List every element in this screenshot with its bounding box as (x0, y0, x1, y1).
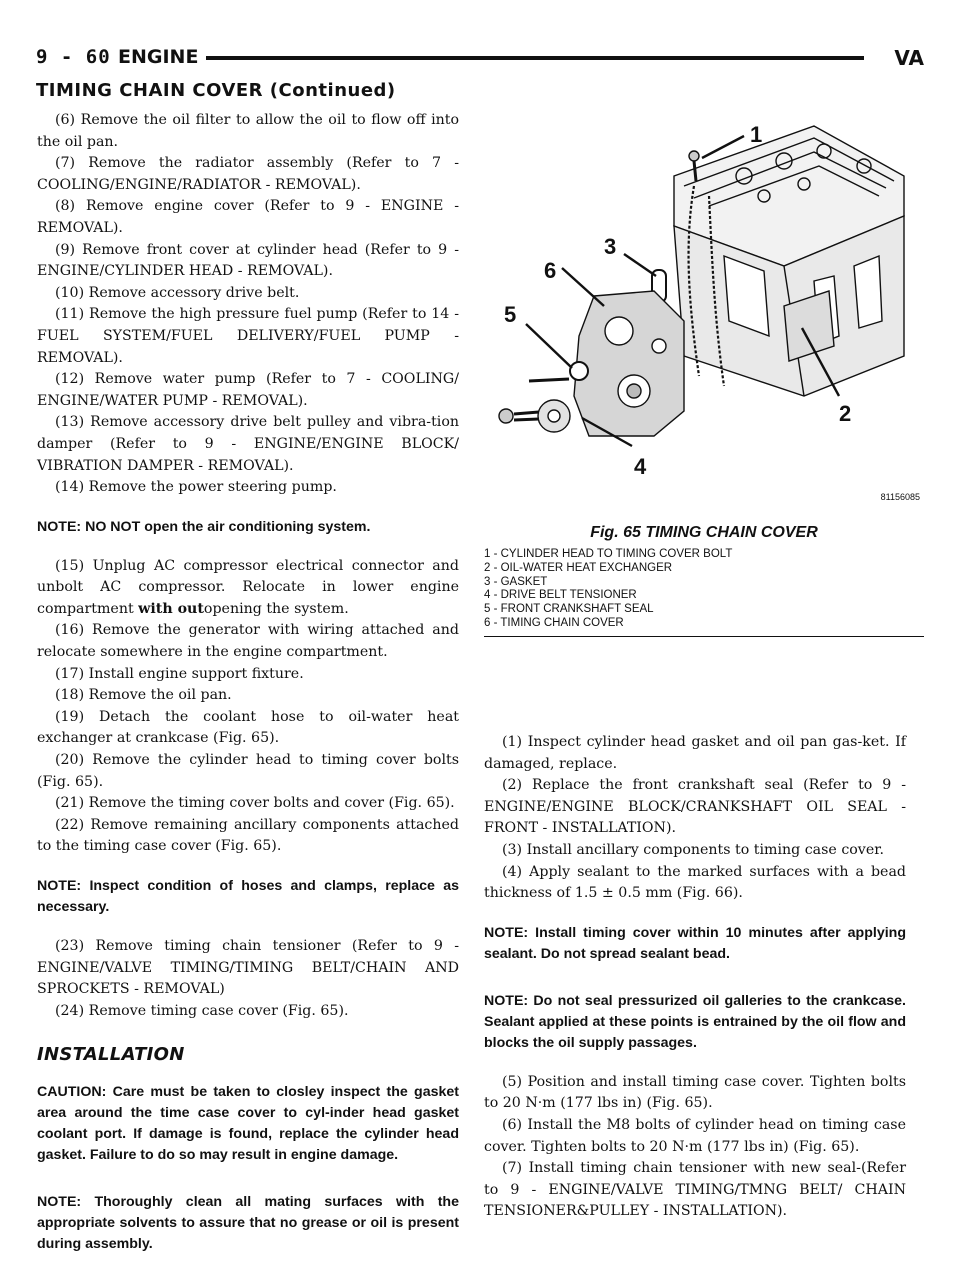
figure-caption: Fig. 65 TIMING CHAIN COVER (590, 524, 818, 541)
step-15-emphasis: with out (138, 600, 204, 617)
step-item: (9) Remove front cover at cylinder head (Refer to 9 - ENGINE/CYLINDER HEAD - REMOVAL). (37, 241, 459, 280)
step-item: (2) Replace the front crankshaft seal (Refer to 9 - ENGINE/ENGINE BLOCK/CRANKSHAFT OIL SEAL - FRONT - INSTALLATION). (484, 777, 906, 837)
legend-item: 5 - FRONT CRANKSHAFT SEAL (484, 603, 654, 616)
legend-item: 3 - GASKET (484, 575, 548, 588)
step-item: (24) Remove timing case cover (Fig. 65). (55, 1002, 349, 1019)
step-item: (16) Remove the generator with wiring attached and relocate somewhere in the engine compartment. (37, 622, 459, 661)
step-item: (4) Apply sealant to the marked surfaces with a bead thickness of 1.5 ± 0.5 mm (Fig. 66). (484, 863, 906, 902)
step-item: (11) Remove the high pressure fuel pump (Refer to 14 - FUEL SYSTEM/FUEL DELIVERY/FUEL PUMP - REMOVAL). (37, 306, 459, 366)
right-column (484, 732, 906, 1223)
step-15: (15) Unplug AC compressor electrical connector and unbolt AC compressor. Relocate in lower engine compartment with outopening the system. (37, 557, 459, 617)
step-item: (6) Remove the oil filter to allow the oil to flow off into the oil pan. (37, 112, 459, 150)
note-ac-system: NOTE: NO NOT open the air conditioning system. (37, 518, 371, 535)
step-item: (12) Remove water pump (Refer to 7 - COOLING/ ENGINE/WATER PUMP - REMOVAL). (37, 371, 459, 409)
removal-steps-c (37, 936, 459, 1022)
timing-chain-cover-illustration (484, 106, 924, 526)
page-header (36, 46, 924, 70)
install-steps-b (484, 1072, 906, 1223)
step-item: (21) Remove the timing cover bolts and cover (Fig. 65). (55, 795, 455, 812)
step-item: (19) Detach the coolant hose to oil-water heat exchanger at crankcase (Fig. 65). (37, 708, 459, 747)
step-item: (18) Remove the oil pan. (55, 687, 232, 704)
step-item: (8) Remove engine cover (Refer to 9 - ENGINE - REMOVAL). (37, 198, 459, 236)
vehicle-code: VA (894, 46, 924, 70)
caution-gasket: CAUTION: Care must be taken to closley inspect the gasket area around the time case cover to cyl-inder head gasket coolant port. If damage is found, replace the cylinder head gasket. Failure to do so may result in engine damage. (37, 1083, 459, 1163)
callout-4: 4 (634, 454, 647, 479)
callout-2: 2 (839, 401, 852, 426)
section-subheading: TIMING CHAIN COVER (Continued) (36, 80, 396, 101)
step-item: (7) Remove the radiator assembly (Refer to 7 - COOLING/ENGINE/RADIATOR - REMOVAL). (37, 155, 459, 193)
callout-5: 5 (504, 302, 517, 327)
installation-heading: INSTALLATION (37, 1044, 185, 1066)
header-rule (206, 56, 864, 60)
step-item: (20) Remove the cylinder head to timing cover bolts (Fig. 65). (37, 752, 459, 790)
note-hoses: NOTE: Inspect condition of hoses and clamps, replace as necessary. (37, 878, 459, 915)
callout-1: 1 (750, 122, 763, 147)
note-clean-surfaces: NOTE: Thoroughly clean all mating surfaces with the appropriate solvents to assure that no grease or oil is present during assembly. (37, 1193, 459, 1252)
callout-6: 6 (544, 258, 557, 283)
engine-block-drawing (499, 126, 904, 446)
step-item: (17) Install engine support fixture. (55, 665, 304, 682)
figure-legend (484, 548, 924, 631)
step-item: (6) Install the M8 bolts of cylinder head on timing case cover. Tighten bolts to 20 N·m (177 lbs in) (Fig. 65). (484, 1116, 906, 1155)
legend-item: 1 - CYLINDER HEAD TO TIMING COVER BOLT (484, 548, 733, 560)
left-column (37, 110, 459, 1273)
callout-3: 3 (604, 234, 617, 259)
note-oil-galleries: NOTE: Do not seal pressurized oil galleries to the crankcase. Sealant applied at these points is entrained by the oil flow and blocks the oil supply passages. (484, 992, 906, 1051)
legend-item: 6 - TIMING CHAIN COVER (484, 616, 624, 629)
step-item: (1) Inspect cylinder head gasket and oil pan gas-ket. If damaged, replace. (484, 734, 906, 772)
note-sealant-time: NOTE: Install timing cover within 10 minutes after applying sealant. Do not spread sealant bead. (484, 924, 906, 962)
legend-item: 4 - DRIVE BELT TENSIONER (484, 589, 637, 602)
removal-steps-b (37, 620, 459, 858)
page-number: 9 - 60 (36, 46, 111, 68)
step-item: (5) Position and install timing case cover. Tighten bolts to 20 N·m (177 lbs in) (Fig. 65). (484, 1073, 906, 1112)
step-item: (7) Install timing chain tensioner with new seal-(Refer to 9 - ENGINE/VALVE TIMING/TMNG BELT/ CHAIN TENSIONER&PULLEY - INSTALLATION). (484, 1160, 906, 1220)
install-steps-a (484, 732, 906, 905)
legend-rule (484, 636, 924, 637)
step-item: (3) Install ancillary components to timing case cover. (502, 841, 884, 858)
section-name: ENGINE (118, 46, 199, 68)
figure-code: 81156085 (880, 492, 920, 502)
removal-steps-a (37, 110, 459, 499)
step-item: (22) Remove remaining ancillary components attached to the timing case cover (Fig. 65). (37, 816, 459, 855)
step-item: (13) Remove accessory drive belt pulley and vibra-tion damper (Refer to 9 - ENGINE/ENGINE BLOCK/ VIBRATION DAMPER - REMOVAL). (37, 414, 459, 474)
legend-item: 2 - OIL-WATER HEAT EXCHANGER (484, 561, 673, 574)
step-item: (10) Remove accessory drive belt. (55, 284, 300, 301)
step-item: (23) Remove timing chain tensioner (Refer to 9 - ENGINE/VALVE TIMING/TIMING BELT/CHAIN AND SPROCKETS - REMOVAL) (37, 938, 459, 998)
step-item: (14) Remove the power steering pump. (55, 479, 337, 496)
